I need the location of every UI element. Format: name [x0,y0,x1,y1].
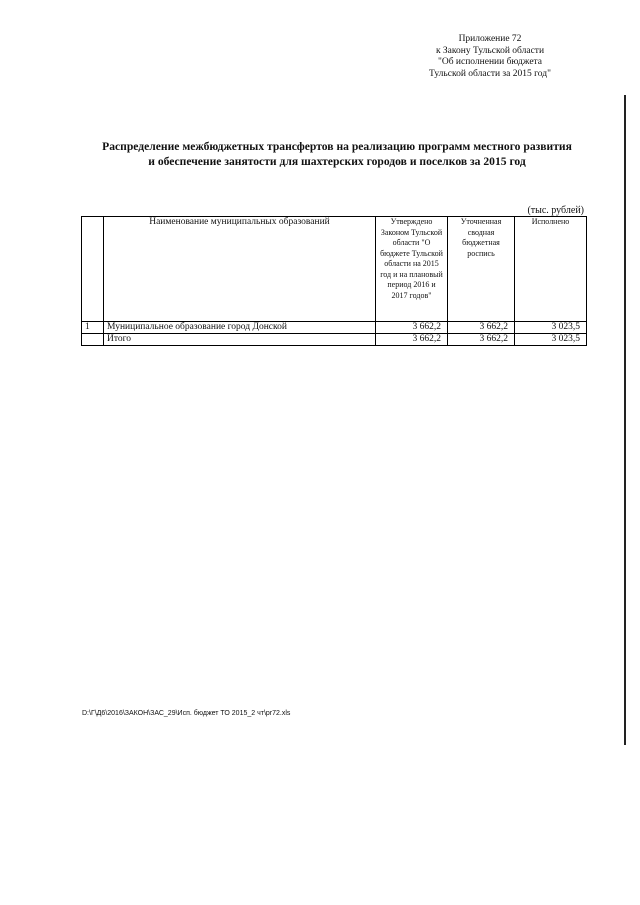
title-line-1: Распределение межбюджетных трансфертов на реализацию программ местного развития [102,140,572,153]
page-edge-line [624,95,626,745]
total-label: Итого [104,334,376,346]
table-header-row [82,217,587,322]
appendix-line: к Закону Тульской области [435,45,545,56]
row-refined: 3 662,2 [448,322,515,334]
transfers-table [81,216,587,346]
row-name: Муниципальное образование город Донской [104,322,376,334]
row-number: 1 [82,322,104,334]
header-refined: Уточненная сводная бюджетная роспись [448,217,515,322]
total-executed: 3 023,5 [515,334,587,346]
header-approved: Утверждено Законом Тульской области "О бюджете Тульской области на 2015 год и на плановый период 2016 и 2017 годов" [376,217,448,322]
row-executed: 3 023,5 [515,322,587,334]
total-refined: 3 662,2 [448,334,515,346]
header-name: Наименование муниципальных образований [104,217,376,322]
table-row [82,322,587,334]
header-number [82,217,104,322]
row-approved: 3 662,2 [376,322,448,334]
title-line-2: и обеспечение занятости для шахтерских городов и поселков за 2015 год [148,154,526,168]
document-title [80,140,594,169]
appendix-line: Приложение 72 [458,34,522,44]
appendix-note [410,34,570,80]
appendix-line: Тульской области за 2015 год" [429,68,551,79]
total-row [82,334,587,346]
header-executed: Исполнено [515,217,587,322]
appendix-line: "Об исполнении бюджета [437,57,543,67]
total-number [82,334,104,346]
units-label: (тыс. рублей) [527,205,584,216]
file-path-footer: D:\Г\Д6\2016\ЗАКОН\ЗАС_29\Исп. бюджет ТО 2015_2 чт\pr72.xls [82,710,291,717]
total-approved: 3 662,2 [376,334,448,346]
